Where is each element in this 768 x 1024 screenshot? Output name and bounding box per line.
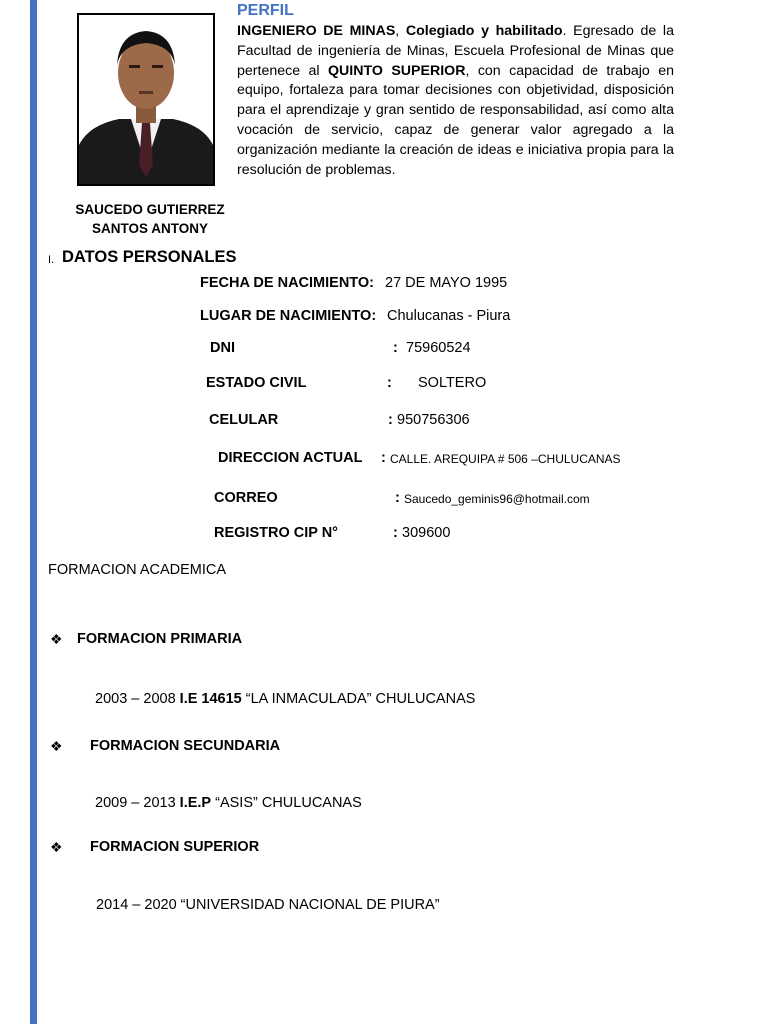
section-number: I.	[48, 254, 55, 266]
birth-place-label: LUGAR DE NACIMIENTO:	[200, 308, 377, 324]
cip-colon: :	[393, 525, 398, 541]
perfil-role: INGENIERO DE MINAS	[237, 23, 396, 39]
higher-education-heading: FORMACION SUPERIOR	[90, 839, 260, 855]
phone-label: CELULAR	[209, 412, 279, 428]
perfil-text-b: , con capacidad de trabajo en equipo, fortaleza para tomar decisiones con objetividad, disposición para el aprendizaje y gran sentido de responsabilidad, así como alta vocación de servicio, capaz de generar valor agregado a la organización mediante la creación de ideas e iniciativa propia para la resolución de problemas.	[237, 62, 675, 178]
civil-status-colon: :	[387, 375, 392, 391]
cip-label: REGISTRO CIP N°	[214, 525, 338, 541]
profile-photo	[77, 13, 215, 186]
higher-education-entry: 2014 – 2020 “UNIVERSIDAD NACIONAL DE PIURA”	[96, 897, 440, 913]
dni-colon: :	[393, 340, 398, 356]
perfil-text-sep: ,	[395, 23, 406, 39]
profile-photo-image	[79, 15, 213, 184]
birth-date-value: 27 DE MAYO 1995	[385, 275, 508, 291]
primary-education-heading: FORMACION PRIMARIA	[77, 631, 243, 647]
cip-value: 309600	[402, 525, 451, 541]
address-colon: :	[381, 450, 386, 466]
birth-date-label: FECHA DE NACIMIENTO:	[200, 275, 374, 291]
civil-status-value: SOLTERO	[418, 375, 487, 391]
email-value: Saucedo_geminis96@hotmail.com	[404, 492, 590, 506]
secondary-school-code: I.E.P	[179, 795, 212, 811]
left-accent-bar	[30, 0, 37, 1024]
perfil-status: Colegiado y habilitado	[405, 23, 563, 39]
diamond-bullet-icon: ❖	[50, 631, 63, 647]
phone-value: 950756306	[397, 412, 470, 428]
perfil-paragraph	[237, 22, 674, 180]
secondary-years: 2009 – 2013	[95, 795, 180, 811]
diamond-bullet-icon: ❖	[50, 738, 63, 754]
civil-status-label: ESTADO CIVIL	[206, 375, 307, 391]
address-value: CALLE. AREQUIPA # 506 –CHULUCANAS	[390, 452, 621, 466]
dni-value: 75960524	[406, 340, 471, 356]
perfil-rank: QUINTO SUPERIOR	[328, 62, 466, 79]
email-label: CORREO	[214, 490, 278, 506]
primary-education-entry	[95, 691, 475, 707]
address-label: DIRECCION ACTUAL	[218, 450, 363, 466]
phone-colon: :	[388, 412, 393, 428]
secondary-education-heading: FORMACION SECUNDARIA	[90, 738, 281, 754]
secondary-education-entry	[95, 795, 362, 811]
education-heading: FORMACION ACADEMICA	[48, 562, 227, 578]
candidate-name-line2: SANTOS ANTONY	[91, 221, 208, 236]
diamond-bullet-icon: ❖	[50, 839, 63, 855]
candidate-name-line1: SAUCEDO GUTIERREZ	[75, 202, 225, 217]
email-colon: :	[395, 490, 400, 506]
secondary-school-name: “ASIS” CHULUCANAS	[211, 795, 362, 811]
personal-data-heading: DATOS PERSONALES	[62, 248, 237, 266]
primary-years: 2003 – 2008	[95, 691, 180, 707]
primary-school-code: I.E 14615	[179, 691, 242, 707]
perfil-heading: PERFIL	[237, 2, 294, 19]
primary-school-name: “LA INMACULADA” CHULUCANAS	[241, 691, 476, 707]
perfil-text-a: . Egresado de la Facultad de ingeniería de Minas, Escuela Profesional de Minas que pertenece al	[237, 23, 674, 79]
birth-place-value: Chulucanas - Piura	[387, 308, 511, 324]
dni-label: DNI	[210, 340, 235, 356]
